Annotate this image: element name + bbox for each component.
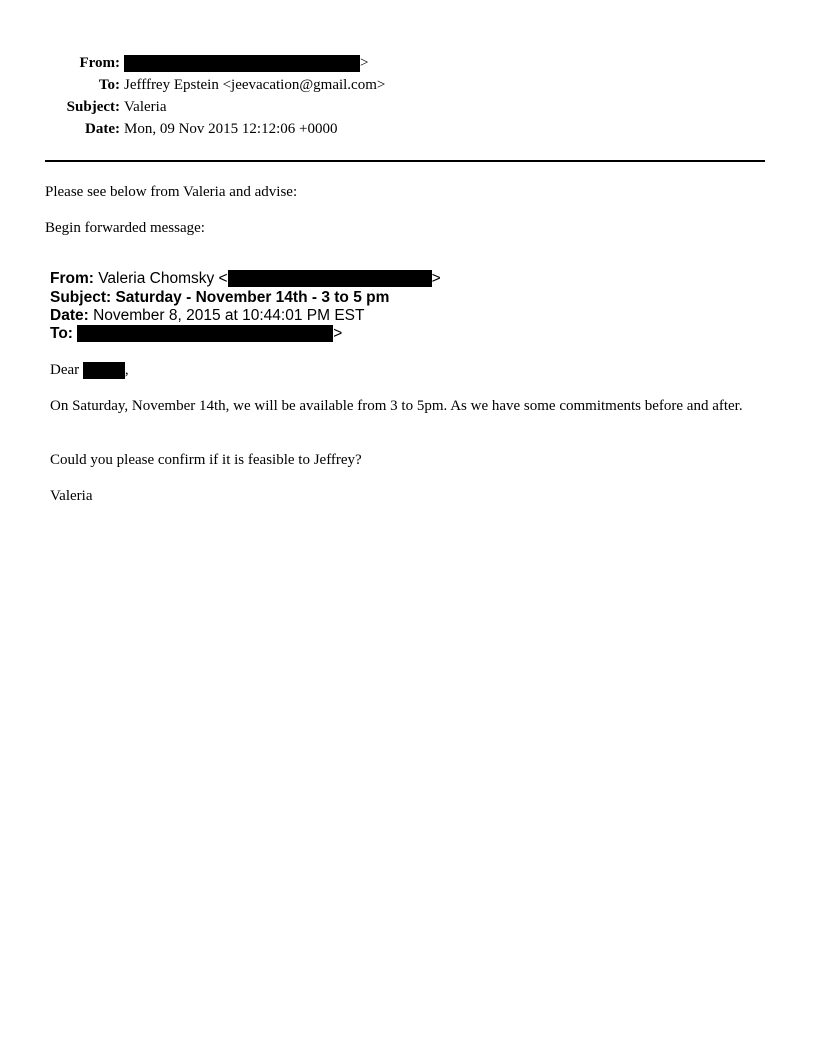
- fwd-date-label: Date:: [50, 307, 89, 324]
- header-subject-label: Subject:: [66, 99, 120, 115]
- fwd-date-row: [50, 307, 364, 325]
- header-divider: [45, 160, 765, 162]
- header-date-value: Mon, 09 Nov 2015 12:12:06 +0000: [124, 121, 338, 137]
- greeting-text: Dear: [50, 362, 80, 378]
- fwd-to-suffix: >: [333, 325, 343, 342]
- fwd-to-row: [50, 325, 342, 343]
- header-date-label: Date:: [85, 121, 120, 137]
- message-paragraph: On Saturday, November 14th, we will be available from 3 to 5pm. As we have some commitments before and after.: [50, 398, 743, 414]
- redaction-box: [77, 325, 333, 342]
- fwd-from-suffix: >: [431, 270, 441, 287]
- header-from-label: From:: [79, 55, 120, 71]
- signature: Valeria: [50, 488, 93, 504]
- fwd-date-value: November 8, 2015 at 10:44:01 PM EST: [93, 307, 365, 324]
- redaction-box: [228, 270, 432, 287]
- header-subject-value: Valeria: [124, 99, 167, 115]
- fwd-from-row: [50, 270, 441, 288]
- fwd-from-label: From:: [50, 270, 94, 287]
- header-from-suffix: >: [360, 55, 369, 71]
- forward-note: Begin forwarded message:: [45, 220, 205, 236]
- message-question: Could you please confirm if it is feasible to Jeffrey?: [50, 452, 362, 468]
- header-to-value: Jefffrey Epstein <jeevacation@gmail.com>: [124, 77, 386, 93]
- header-to-label: To:: [98, 77, 120, 93]
- fwd-from-name: Valeria Chomsky <: [98, 270, 228, 287]
- intro-text: Please see below from Valeria and advise:: [45, 184, 298, 200]
- fwd-subject-value: Saturday - November 14th - 3 to 5 pm: [115, 289, 390, 306]
- fwd-subject-label: Subject:: [50, 289, 112, 306]
- fwd-subject-row: [50, 289, 389, 307]
- redaction-box: [124, 55, 360, 72]
- fwd-to-label: To:: [50, 325, 73, 342]
- greeting-line: [50, 361, 129, 379]
- greeting-suffix: ,: [124, 362, 129, 378]
- header-from-value: [124, 54, 368, 72]
- redaction-box: [83, 362, 125, 379]
